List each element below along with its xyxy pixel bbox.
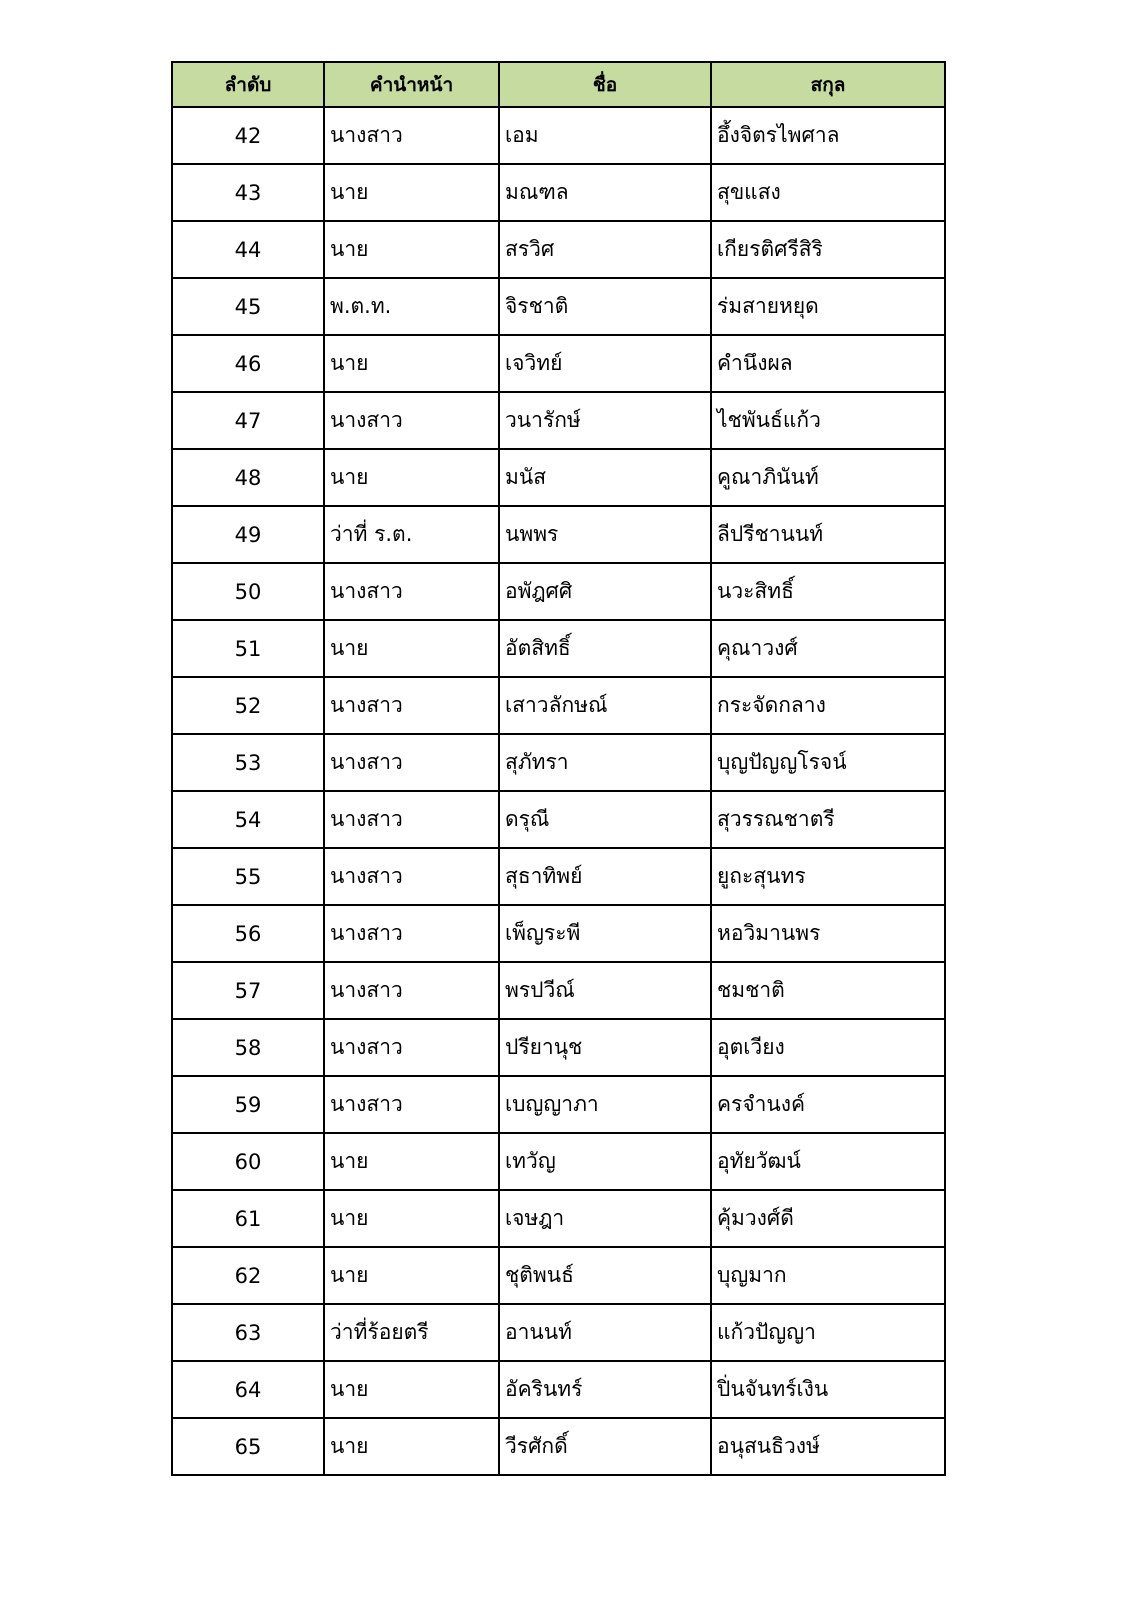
table-row bbox=[172, 1190, 945, 1247]
cell-title: นาย bbox=[324, 335, 499, 392]
cell-first-name: ดรุณี bbox=[499, 791, 711, 848]
name-list-table bbox=[171, 61, 946, 1476]
cell-last-name: นวะสิทธิ์ bbox=[711, 563, 945, 620]
cell-order: 54 bbox=[172, 791, 324, 848]
cell-last-name: สุขแสง bbox=[711, 164, 945, 221]
cell-last-name: อุตเวียง bbox=[711, 1019, 945, 1076]
header-order: ลำดับ bbox=[172, 62, 324, 107]
cell-title: นาย bbox=[324, 449, 499, 506]
table-row bbox=[172, 1361, 945, 1418]
cell-last-name: อึ้งจิตรไพศาล bbox=[711, 107, 945, 164]
cell-last-name: กระจัดกลาง bbox=[711, 677, 945, 734]
table-body bbox=[172, 107, 945, 1475]
cell-first-name: อานนท์ bbox=[499, 1304, 711, 1361]
cell-last-name: คุณาวงศ์ bbox=[711, 620, 945, 677]
cell-first-name: วนารักษ์ bbox=[499, 392, 711, 449]
table-row bbox=[172, 107, 945, 164]
cell-first-name: อพัฎศศิ bbox=[499, 563, 711, 620]
cell-title: นางสาว bbox=[324, 962, 499, 1019]
cell-order: 46 bbox=[172, 335, 324, 392]
table-row bbox=[172, 1247, 945, 1304]
cell-title: นาย bbox=[324, 1418, 499, 1475]
cell-last-name: อนุสนธิวงษ์ bbox=[711, 1418, 945, 1475]
cell-order: 57 bbox=[172, 962, 324, 1019]
table-row bbox=[172, 278, 945, 335]
cell-title: พ.ต.ท. bbox=[324, 278, 499, 335]
cell-title: นางสาว bbox=[324, 791, 499, 848]
cell-title: นาย bbox=[324, 1133, 499, 1190]
cell-last-name: ไชพันธ์แก้ว bbox=[711, 392, 945, 449]
cell-title: นางสาว bbox=[324, 905, 499, 962]
cell-first-name: สุธาทิพย์ bbox=[499, 848, 711, 905]
cell-title: นางสาว bbox=[324, 734, 499, 791]
cell-last-name: ปิ่นจันทร์เงิน bbox=[711, 1361, 945, 1418]
cell-order: 64 bbox=[172, 1361, 324, 1418]
cell-first-name: เทวัญ bbox=[499, 1133, 711, 1190]
header-first-name: ชื่อ bbox=[499, 62, 711, 107]
cell-title: นาย bbox=[324, 1361, 499, 1418]
cell-order: 48 bbox=[172, 449, 324, 506]
cell-title: นาย bbox=[324, 164, 499, 221]
cell-order: 47 bbox=[172, 392, 324, 449]
table-header bbox=[172, 62, 945, 107]
cell-first-name: มณฑล bbox=[499, 164, 711, 221]
header-title: คำนำหน้า bbox=[324, 62, 499, 107]
table-row bbox=[172, 1418, 945, 1475]
cell-order: 59 bbox=[172, 1076, 324, 1133]
table-row bbox=[172, 620, 945, 677]
cell-order: 43 bbox=[172, 164, 324, 221]
cell-title: นาย bbox=[324, 221, 499, 278]
cell-order: 53 bbox=[172, 734, 324, 791]
cell-last-name: บุญมาก bbox=[711, 1247, 945, 1304]
cell-title: นางสาว bbox=[324, 848, 499, 905]
cell-title: นาย bbox=[324, 1190, 499, 1247]
header-row bbox=[172, 62, 945, 107]
cell-first-name: นพพร bbox=[499, 506, 711, 563]
cell-first-name: มนัส bbox=[499, 449, 711, 506]
cell-title: นาย bbox=[324, 1247, 499, 1304]
table-row bbox=[172, 1019, 945, 1076]
cell-last-name: แก้วปัญญา bbox=[711, 1304, 945, 1361]
cell-order: 49 bbox=[172, 506, 324, 563]
table-row bbox=[172, 1304, 945, 1361]
table-row bbox=[172, 221, 945, 278]
cell-last-name: คูณาภินันท์ bbox=[711, 449, 945, 506]
cell-order: 63 bbox=[172, 1304, 324, 1361]
cell-last-name: บุญปัญญโรจน์ bbox=[711, 734, 945, 791]
cell-first-name: สรวิศ bbox=[499, 221, 711, 278]
cell-title: นางสาว bbox=[324, 392, 499, 449]
cell-order: 45 bbox=[172, 278, 324, 335]
cell-first-name: อัตสิทธิ์ bbox=[499, 620, 711, 677]
cell-order: 61 bbox=[172, 1190, 324, 1247]
cell-title: นางสาว bbox=[324, 107, 499, 164]
table-row bbox=[172, 962, 945, 1019]
cell-first-name: เจษฎา bbox=[499, 1190, 711, 1247]
table-row bbox=[172, 335, 945, 392]
cell-order: 44 bbox=[172, 221, 324, 278]
cell-first-name: สุภัทรา bbox=[499, 734, 711, 791]
cell-last-name: สุวรรณชาตรี bbox=[711, 791, 945, 848]
table-row bbox=[172, 563, 945, 620]
table-row bbox=[172, 164, 945, 221]
cell-title: นางสาว bbox=[324, 677, 499, 734]
cell-last-name: ชมชาติ bbox=[711, 962, 945, 1019]
cell-title: นางสาว bbox=[324, 563, 499, 620]
table-row bbox=[172, 677, 945, 734]
cell-first-name: พรปวีณ์ bbox=[499, 962, 711, 1019]
table-row bbox=[172, 392, 945, 449]
cell-last-name: เกียรติศรีสิริ bbox=[711, 221, 945, 278]
cell-first-name: ปรียานุช bbox=[499, 1019, 711, 1076]
table-row bbox=[172, 506, 945, 563]
table-row bbox=[172, 449, 945, 506]
table-row bbox=[172, 734, 945, 791]
cell-last-name: คำนึงผล bbox=[711, 335, 945, 392]
cell-order: 56 bbox=[172, 905, 324, 962]
cell-last-name: ครจำนงค์ bbox=[711, 1076, 945, 1133]
cell-first-name: จิรชาติ bbox=[499, 278, 711, 335]
cell-title: นางสาว bbox=[324, 1076, 499, 1133]
header-last-name: สกุล bbox=[711, 62, 945, 107]
cell-title: นางสาว bbox=[324, 1019, 499, 1076]
cell-last-name: คุ้มวงศ์ดี bbox=[711, 1190, 945, 1247]
table-row bbox=[172, 1076, 945, 1133]
cell-last-name: ยูถะสุนทร bbox=[711, 848, 945, 905]
cell-first-name: เบญญาภา bbox=[499, 1076, 711, 1133]
cell-order: 62 bbox=[172, 1247, 324, 1304]
cell-first-name: เจวิทย์ bbox=[499, 335, 711, 392]
cell-first-name: อัครินทร์ bbox=[499, 1361, 711, 1418]
cell-title: นาย bbox=[324, 620, 499, 677]
cell-title: ว่าที่ ร.ต. bbox=[324, 506, 499, 563]
cell-first-name: วีรศักดิ์ bbox=[499, 1418, 711, 1475]
cell-last-name: หอวิมานพร bbox=[711, 905, 945, 962]
table-row bbox=[172, 791, 945, 848]
cell-order: 51 bbox=[172, 620, 324, 677]
cell-first-name: เสาวลักษณ์ bbox=[499, 677, 711, 734]
table-row bbox=[172, 905, 945, 962]
table-row bbox=[172, 1133, 945, 1190]
cell-order: 55 bbox=[172, 848, 324, 905]
cell-title: ว่าที่ร้อยตรี bbox=[324, 1304, 499, 1361]
cell-order: 52 bbox=[172, 677, 324, 734]
table-row bbox=[172, 848, 945, 905]
cell-first-name: เอม bbox=[499, 107, 711, 164]
cell-last-name: ร่มสายหยุด bbox=[711, 278, 945, 335]
cell-order: 60 bbox=[172, 1133, 324, 1190]
cell-last-name: อุทัยวัฒน์ bbox=[711, 1133, 945, 1190]
cell-first-name: เพ็ญระพี bbox=[499, 905, 711, 962]
cell-order: 58 bbox=[172, 1019, 324, 1076]
cell-last-name: ลีปรีชานนท์ bbox=[711, 506, 945, 563]
cell-order: 42 bbox=[172, 107, 324, 164]
cell-first-name: ชุติพนธ์ bbox=[499, 1247, 711, 1304]
cell-order: 65 bbox=[172, 1418, 324, 1475]
cell-order: 50 bbox=[172, 563, 324, 620]
